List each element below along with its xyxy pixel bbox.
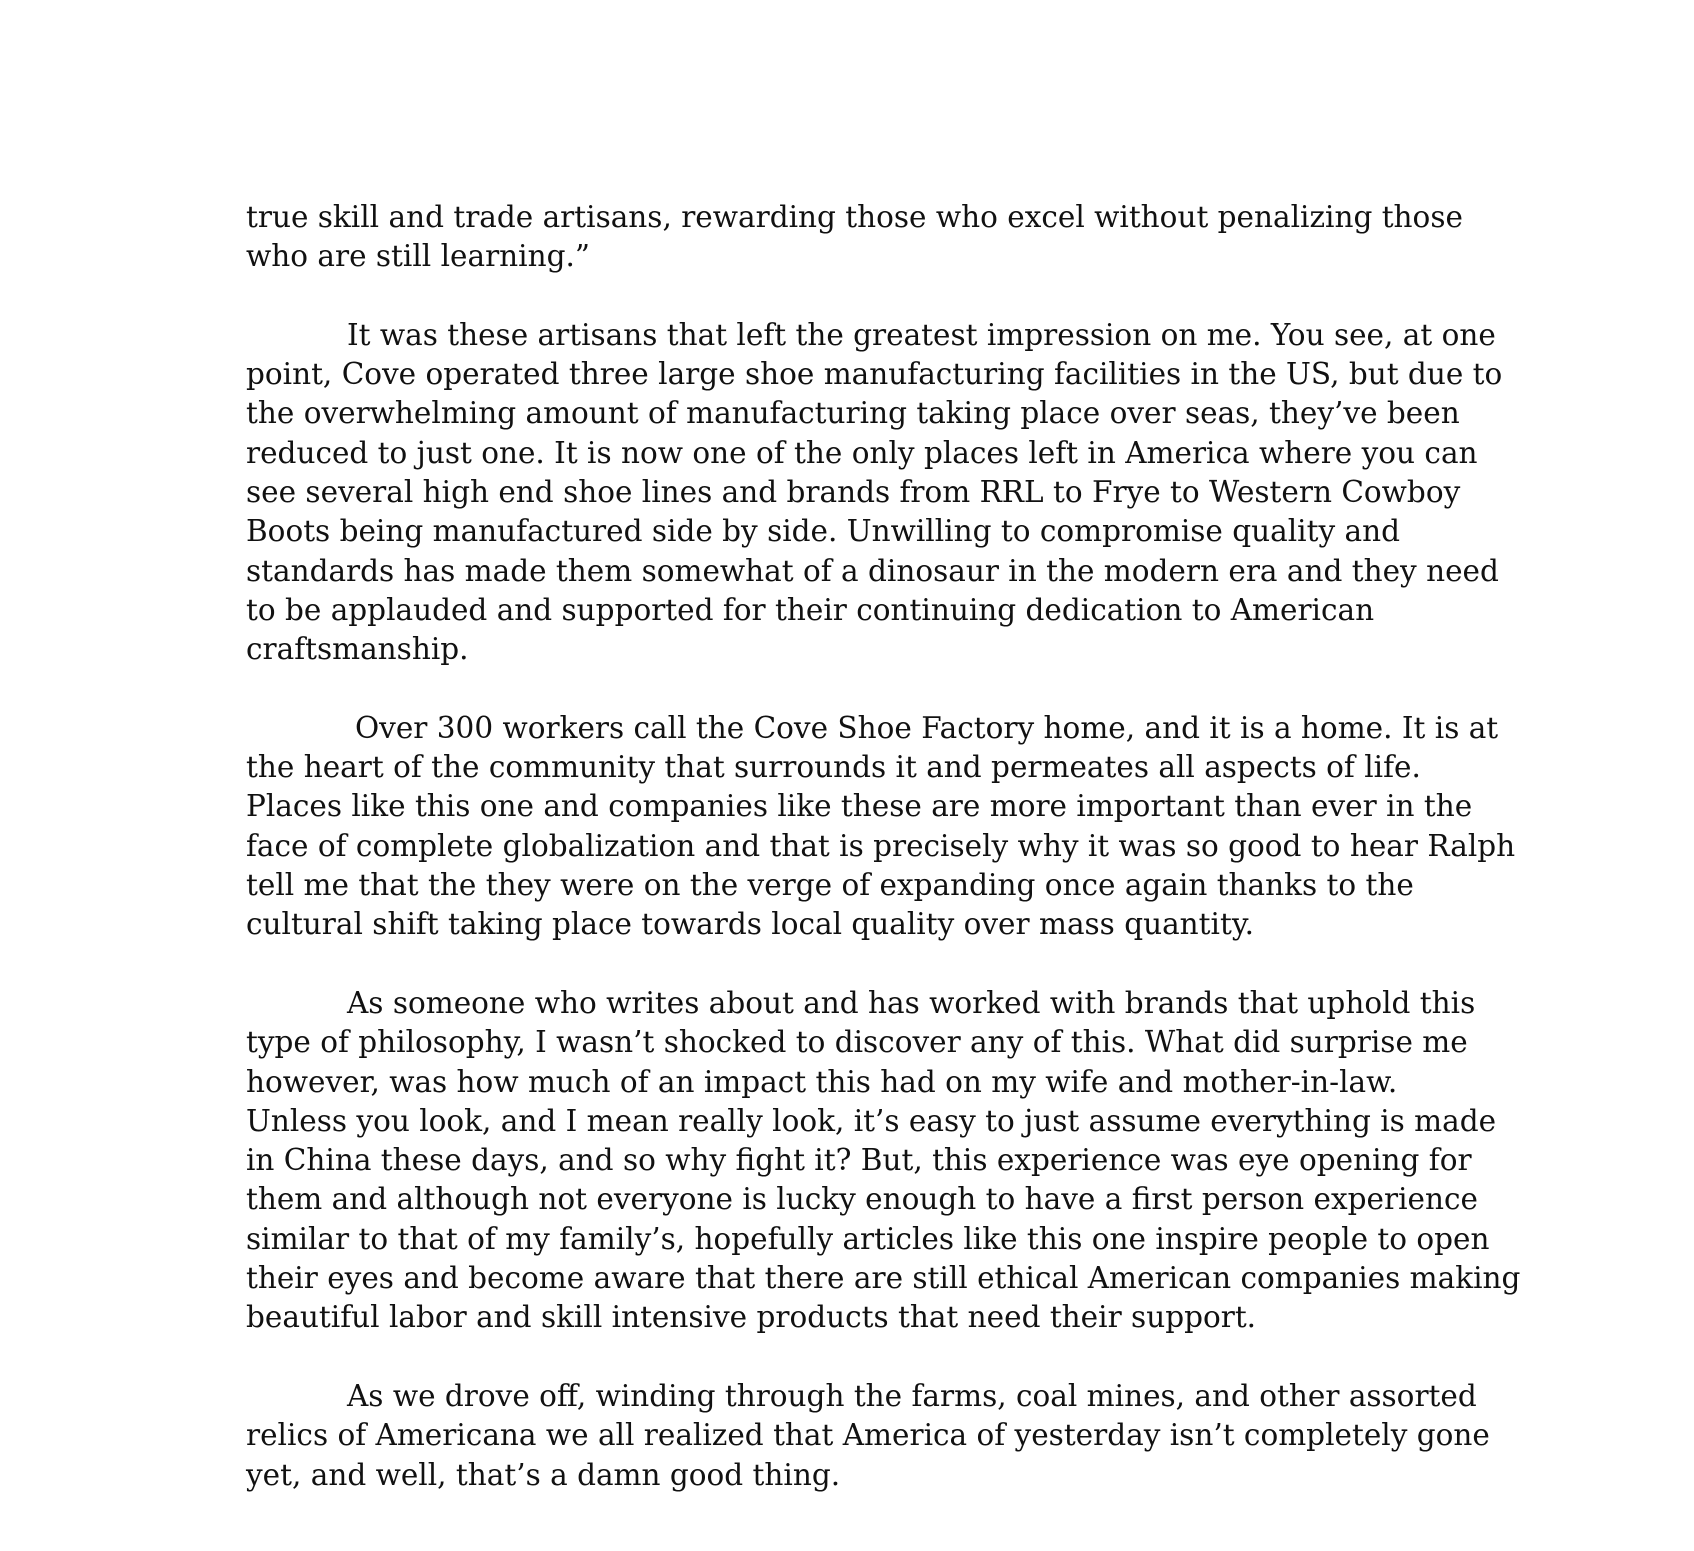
- paragraph-first-line: Over 300 workers call the Cove Shoe Factory home, and it is a home. It is at: [355, 710, 1499, 745]
- paragraph-first-line: It was these artisans that left the greatest impression on me. You see, at one: [347, 317, 1496, 352]
- paragraph-line: reduced to just one. It is now one of the only places left in America where you can: [246, 435, 1478, 470]
- paragraph-first-line: As we drove off, winding through the farms, coal mines, and other assorted: [347, 1378, 1477, 1413]
- paragraph-line: relics of Americana we all realized that America of yesterday isn’t completely gone: [246, 1418, 1490, 1453]
- paragraph-line: them and although not everyone is lucky enough to have a first person experience: [246, 1182, 1478, 1217]
- paragraph-line: however, was how much of an impact this had on my wife and mother-in-law.: [246, 1064, 1398, 1099]
- paragraph-line: face of complete globalization and that is precisely why it was so good to hear Ralph: [246, 828, 1516, 863]
- paragraph-line: to be applauded and supported for their continuing dedication to American: [246, 592, 1375, 627]
- paragraph-gap: [246, 1338, 1476, 1377]
- paragraph-line: standards has made them somewhat of a dinosaur in the modern era and they need: [246, 553, 1499, 588]
- paragraph-line: similar to that of my family’s, hopefully articles like this one inspire people to open: [246, 1221, 1490, 1256]
- paragraph-line: point, Cove operated three large shoe manufacturing facilities in the US, but due to: [246, 357, 1503, 392]
- paragraph-line: cultural shift taking place towards local quality over mass quantity.: [246, 907, 1254, 942]
- paragraph-line: beautiful labor and skill intensive products that need their support.: [246, 1300, 1257, 1335]
- paragraph-first-line: As someone who writes about and has worked with brands that uphold this: [347, 985, 1476, 1020]
- paragraph-gap: [246, 277, 1476, 316]
- paragraph-line: the heart of the community that surrounds it and permeates all aspects of life.: [246, 750, 1421, 785]
- paragraph-4: [246, 984, 1521, 1338]
- paragraph-line: in China these days, and so why fight it? But, this experience was eye opening for: [246, 1143, 1472, 1178]
- paragraph-1: [246, 198, 1476, 277]
- paragraph-line: see several high end shoe lines and brands from RRL to Frye to Western Cowboy: [246, 475, 1461, 510]
- paragraph-line: yet, and well, that’s a damn good thing.: [246, 1457, 841, 1492]
- paragraph-line: tell me that the they were on the verge of expanding once again thanks to the: [246, 868, 1414, 903]
- paragraph-line: craftsmanship.: [246, 632, 469, 667]
- paragraph-5: [246, 1377, 1490, 1495]
- paragraph-line: their eyes and become aware that there are still ethical American companies making: [246, 1261, 1521, 1296]
- paragraph-line: the overwhelming amount of manufacturing taking place over seas, they’ve been: [246, 396, 1460, 431]
- paragraph-2: [246, 316, 1503, 670]
- paragraph-line: Boots being manufactured side by side. Unwilling to compromise quality and: [246, 514, 1400, 549]
- document-body: [246, 198, 1521, 1495]
- paragraph-line: Unless you look, and I mean really look, it’s easy to just assume everything is made: [246, 1103, 1497, 1138]
- paragraph-gap: [246, 670, 1476, 709]
- paragraph-line: who are still learning.”: [246, 239, 590, 274]
- paragraph-line: Places like this one and companies like these are more important than ever in the: [246, 789, 1473, 824]
- paragraph-line: type of philosophy, I wasn’t shocked to discover any of this. What did surprise me: [246, 1025, 1468, 1060]
- paragraph-line: true skill and trade artisans, rewarding those who excel without penalizing those: [246, 200, 1463, 234]
- paragraph-gap: [246, 945, 1476, 984]
- paragraph-3: [246, 709, 1516, 945]
